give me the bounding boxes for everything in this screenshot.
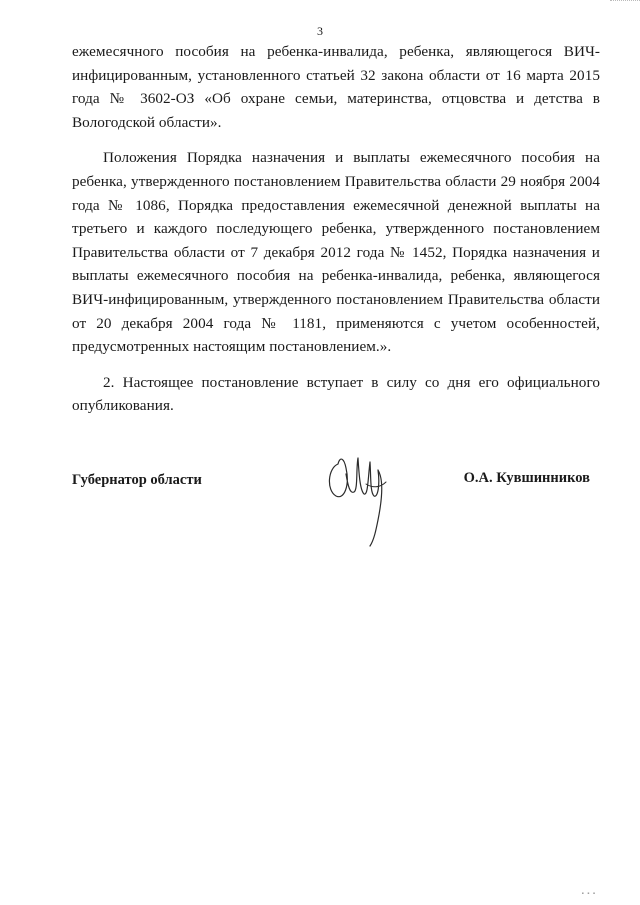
paragraph-effective-date: 2. Настоящее постановление вступает в силу со дня его официального опубликования. (72, 373, 600, 415)
signature-block (72, 448, 600, 548)
signer-name: О.А. Кувшинников (463, 470, 590, 486)
paragraph-provisions: Положения Порядка назначения и выплаты ежемесячного пособия на ребенка, утвержденного постановлением Правительства области 29 ноября 2004 года № 1086, Порядка предоставления ежемесячной денежной выплаты на третьего и каждого последующего ребенка, утвержденного постановлением Правительства области от 7 декабря 2012 года № 1452, Порядка назначения и выплаты ежемесячного пособия на ребенка-инвалида, ребенка, являющегося ВИЧ-инфицированным, утвержденного постановлением Правительства области от 20 декабря 2004 года № 1181, применяются с учетом особенностей, предусмотренных настоящим постановлением.». (72, 149, 600, 356)
handwritten-signature (324, 448, 394, 548)
scan-artifact-bottom: ▪ ▪ ▪ (581, 891, 596, 897)
scan-artifact-top (610, 0, 640, 7)
page-number: 3 (317, 24, 323, 38)
paragraph-continuation: ежемесячного пособия на ребенка-инвалида, ребенка, являющегося ВИЧ-инфицированным, установленного статьей 32 закона области от 16 марта 2015 года № 3602-ОЗ «Об охране семьи, материнства, отцовства и детства в Вологодской области». (72, 43, 600, 131)
signer-position: Губернатор области (72, 472, 202, 488)
document-body (72, 40, 600, 418)
